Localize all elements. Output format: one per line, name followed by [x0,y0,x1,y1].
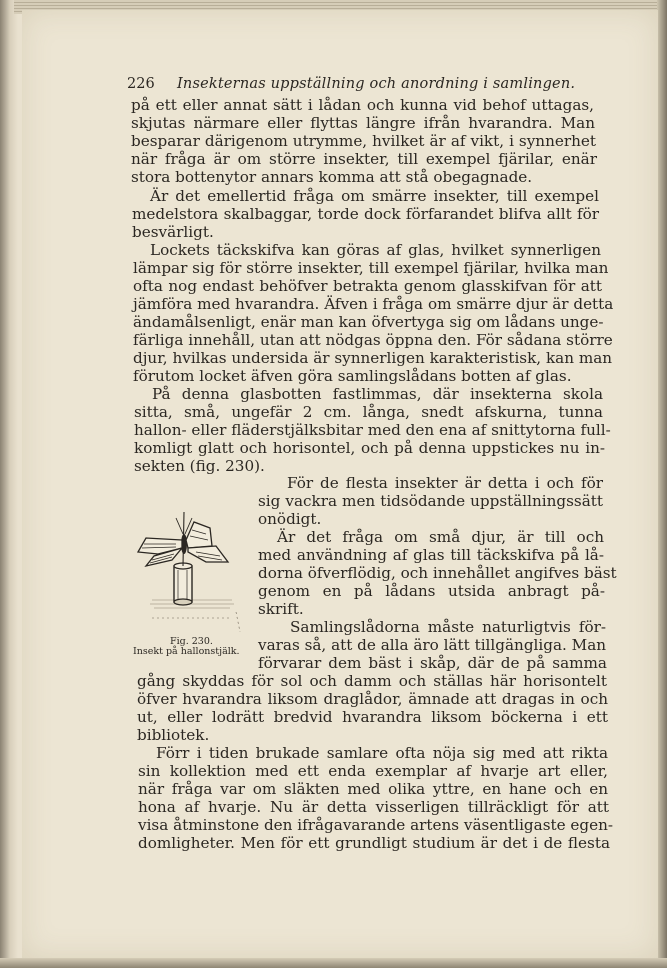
text-line: öfver hvarandra liksom draglådor, ämnade att dragas in och [137,690,608,708]
text-line: dorna öfverflödig, och innehållet angifves bäst [258,564,617,582]
text-line: hallon- eller fläderstjälksbitar med den ena af snittytorna full- [134,421,611,439]
text-line: när fråga är om större insekter, till exempel fjärilar, enär [131,150,597,168]
text-line: på ett eller annat sätt i lådan och kunna vid behof uttagas, [131,96,594,114]
figure-caption: Insekt på hallonstjälk. [133,646,240,657]
book-right-edge [657,0,667,968]
text-line: För de flesta insekter är detta i och för [287,474,603,492]
text-line: Är det fråga om små djur, är till och [277,528,604,546]
text-line: med användning af glas till täckskifva på lå- [258,546,604,564]
text-line: På denna glasbotten fastlimmas, där insekterna skola [152,385,603,403]
text-line: visa åtminstone den ifrågavarande artens väsentligaste egen- [138,816,614,834]
text-line: sig vackra men tidsödande uppställningssätt [258,492,603,510]
text-line: sitta, små, ungefär 2 cm. långa, snedt afskurna, tunna [134,403,603,421]
text-line: Förr i tiden brukade samlare ofta nöja sig med att rikta [156,744,608,762]
text-line: stora bottenytor annars komma att stå obegagnade. [131,168,533,186]
text-line: ofta nog endast behöfver betrakta genom glasskifvan för att [133,277,602,295]
text-line: sin kollektion med ett enda exemplar af hvarje art eller, [138,762,608,780]
text-line: när fråga var om släkten med olika yttre, en hane och en [138,780,608,798]
text-line: lämpar sig för större insekter, till exempel fjärilar, hvilka man [133,259,609,277]
text-line: besvärligt. [132,223,214,241]
text-line: komligt glatt och horisontel, och på denna uppstickes nu in- [134,439,605,457]
text-line: ändamålsenligt, enär man kan öfvertyga sig om lådans unge- [133,313,604,331]
running-header [127,76,576,98]
text-line: Samlingslådorna måste naturligtvis för- [290,618,606,636]
text-line: Lockets täckskifva kan göras af glas, hvilket synnerligen [150,241,601,259]
text-line: förvarar dem bäst i skåp, där de på samma [258,654,607,672]
book-bottom-edge [0,958,667,968]
text-line: sekten (fig. 230). [134,457,265,475]
running-title: Insekternas uppställning och anordning i samlingen. [177,76,576,92]
text-line: djur, hvilkas undersida är synnerligen karakteristisk, kan man [133,349,613,367]
text-line: förutom locket äfven göra samlingslådans botten af glas. [133,367,572,385]
text-line: domligheter. Men för ett grundligt studium är det i de flesta [138,834,610,852]
text-line: hona af hvarje. Nu är detta visserligen tillräckligt för att [138,798,609,816]
butterfly-on-stem-illustration [132,508,254,638]
text-line: bibliotek. [137,726,210,744]
text-line: skrift. [258,600,304,618]
text-line: medelstora skalbaggar, torde dock förfarandet blifva allt för [132,205,599,223]
text-line: genom en på lådans utsida anbragt på- [258,582,605,600]
text-line: onödigt. [258,510,322,528]
text-line: gång skyddas för sol och damm och ställas här horisontelt [137,672,607,690]
text-line: skjutas närmare eller flyttas längre ifrån hvarandra. Man [131,114,595,132]
text-line: färliga innehåll, utan att nödgas öppna den. För sådana större [133,331,613,349]
figure-number: Fig. 230. [170,636,213,647]
page-number: 226 [127,76,155,92]
figure-230 [132,508,254,638]
text-line: besparar därigenom utrymme, hvilket är af vikt, i synnerhet [131,132,596,150]
text-line: ut, eller lodrätt bredvid hvarandra liksom böckerna i ett [137,708,608,726]
text-line: Är det emellertid fråga om smärre insekter, till exempel [150,187,599,205]
text-line: varas så, att de alla äro lätt tillgängliga. Man [258,636,607,654]
text-line: jämföra med hvarandra. Äfven i fråga om smärre djur är detta [133,295,614,313]
